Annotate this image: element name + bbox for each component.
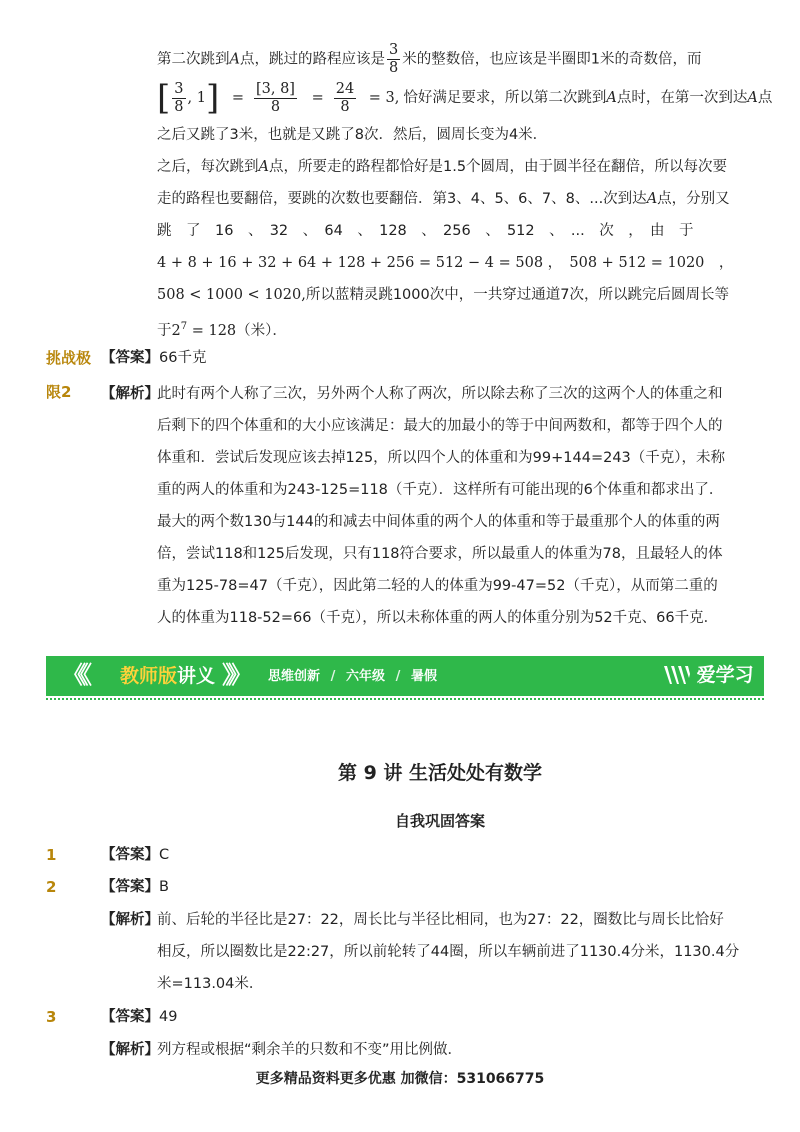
- math-text: 508 < 1000 < 1020,: [157, 287, 306, 303]
- text: 所以蓝精灵跳1000次中，一共穿过通道7次，所以跳完后圆周长等: [305, 287, 729, 303]
- challenge-answer: [101, 346, 206, 370]
- fraction: [334, 81, 356, 116]
- question-number: 1: [46, 846, 57, 864]
- analysis-body: [157, 378, 725, 634]
- fraction: [254, 81, 297, 116]
- analysis-label: 【解析】: [101, 386, 159, 402]
- book-logo-icon: [662, 662, 692, 688]
- solution-line-8: [157, 278, 729, 312]
- fraction-numerator: 3: [388, 42, 399, 58]
- question-number: 3: [46, 1008, 57, 1026]
- question-answer: [101, 1006, 177, 1028]
- point-label: A: [229, 51, 240, 68]
- text: 点时，在第一次到达: [616, 90, 748, 106]
- text: 走的路程也要翻倍，要跳的次数也要翻倍．第3、4、5、6、7、8、...次到达: [157, 191, 647, 207]
- analysis-line: 列方程或根据“剩余羊的只数和不变”用比例做．: [157, 1042, 463, 1058]
- challenge-tag-line2: 限2: [46, 383, 72, 401]
- math-exponent: 7: [180, 321, 188, 332]
- answer-label: 【答案】: [101, 350, 159, 366]
- analysis-line: 体重和．尝试后发现应该去掉125，所以四个人的体重和为99+144=243（千克），未称: [157, 450, 726, 466]
- text: 于: [157, 322, 172, 339]
- question-answer: [101, 876, 169, 898]
- fraction-denominator: 8: [174, 98, 184, 115]
- question-number: 2: [46, 878, 57, 896]
- banner-title: [120, 662, 215, 692]
- fraction-numerator: 24: [335, 80, 355, 97]
- answer-label: 【答案】: [101, 1009, 159, 1025]
- breadcrumb-separator: /: [395, 669, 401, 684]
- analysis-line: 最大的两个数130与144的和减去中间体重的两个人的体重和等于最重那个人的体重的两: [157, 514, 720, 530]
- analysis-line: 此时有两个人称了三次，另外两个人称了两次，所以除去称了三次的这两个人的体重之和: [157, 386, 723, 402]
- analysis-line: 后剩下的四个体重和的大小应该满足：最大的加最小的等于中间两数和，都等于四个人的: [157, 418, 723, 434]
- fraction-denominator: 8: [270, 98, 281, 115]
- text: 米的整数倍，也应该是半圈即1米的奇数倍，而: [402, 51, 702, 68]
- analysis-label: 【解析】: [101, 1042, 159, 1058]
- brand-logo: [662, 660, 754, 690]
- breadcrumb: [268, 666, 437, 687]
- solution-line-5: [157, 182, 730, 216]
- text: 点，跳过的路程应该是: [239, 51, 385, 68]
- question-answer: [101, 844, 169, 866]
- point-label: A: [747, 90, 758, 106]
- analysis-line: 倍，尝试118和125后发现，只有118符合要求，所以最重人的体重为78，且最轻人的体: [157, 546, 723, 562]
- breadcrumb-separator: /: [330, 669, 336, 684]
- solution-line-6: 跳 了 16 、 32 、 64 、 128 、 256 、 512 、 ... 次 ， 由 于: [157, 223, 694, 239]
- double-chevron-left-icon: 《《: [62, 661, 86, 689]
- text: 第二次跳到: [157, 51, 230, 68]
- answer-value: B: [159, 879, 169, 895]
- text: 点: [757, 90, 773, 106]
- math-text: = 128（米）．: [187, 322, 287, 339]
- challenge-tag-line1: 挑战极: [46, 349, 92, 367]
- analysis-line: 重的两人的体重和为243-125=118（千克）．这样所有可能出现的6个体重和都求出了．: [157, 482, 724, 498]
- fraction-denominator: 8: [340, 98, 350, 115]
- math-base: 2: [171, 322, 181, 339]
- analysis-line: 前、后轮的半径比是27：22，周长比与半径比相同，也为27：22，圈数比与周长比恰好: [157, 912, 724, 928]
- answer-value: 49: [159, 1009, 178, 1025]
- banner-left-chevrons: [62, 660, 86, 694]
- analysis-line: 米=113.04米．: [157, 976, 264, 992]
- answer-label: 【答案】: [101, 879, 159, 895]
- left-bracket: [: [157, 78, 171, 118]
- solution-line-2: [157, 78, 772, 118]
- banner-title-part: 讲义: [177, 665, 216, 687]
- breadcrumb-item: 六年级: [345, 669, 385, 684]
- equals-sign: =: [311, 90, 324, 106]
- answer-value: 66千克: [159, 350, 207, 366]
- text: 之后，每次跳到: [157, 159, 259, 175]
- point-label: A: [646, 191, 658, 207]
- answer-value: C: [159, 847, 170, 863]
- fraction-numerator: [3, 8]: [255, 80, 295, 97]
- challenge-analysis: [101, 378, 725, 634]
- fraction: [387, 42, 400, 77]
- solution-line-7: 4 + 8 + 16 + 32 + 64 + 128 + 256 = 512 − 4 = 508 ， 508 + 512 = 1020 ，: [157, 255, 734, 271]
- breadcrumb-item: 思维创新: [268, 669, 321, 684]
- banner-divider: [46, 698, 764, 700]
- logo-text: 爱学习: [696, 664, 754, 686]
- analysis-line: 人的体重为118-52=66（千克），所以未称体重的两人的体重分别为52千克、66千克．: [157, 610, 719, 626]
- fraction-numerator: 3: [174, 80, 184, 97]
- text: 点，分别又: [657, 191, 730, 207]
- analysis-line: 相反，所以圈数比是22:27，所以前轮转了44圈，所以车辆前进了1130.4分米，1130.4分: [157, 944, 740, 960]
- math-text: = 3,: [368, 90, 400, 106]
- analysis-line: 重为125-78=47（千克），因此第二轻的人的体重为99-47=52（千克），从而第二重的: [157, 578, 718, 594]
- banner-right-chevrons: [222, 660, 246, 694]
- solution-line-4: [157, 150, 727, 184]
- text: 恰好满足要求，所以第二次跳到: [403, 90, 607, 106]
- solution-line-9: [157, 310, 287, 348]
- point-label: A: [606, 90, 617, 106]
- fraction: [172, 81, 185, 116]
- analysis-label: 【解析】: [101, 912, 159, 928]
- breadcrumb-item: 暑假: [410, 669, 437, 684]
- lecture-title: 第 9 讲 生活处处有数学: [337, 762, 543, 784]
- double-chevron-right-icon: 》》: [222, 661, 246, 689]
- fraction-denominator: 8: [388, 60, 399, 76]
- equals-sign: =: [231, 90, 244, 106]
- question-analysis: [101, 1034, 462, 1066]
- analysis-body: [157, 1034, 462, 1066]
- footer-promo: 更多精品资料更多优惠 加微信：531066775: [255, 1071, 545, 1087]
- analysis-body: [157, 904, 739, 1000]
- solution-line-1: [157, 42, 701, 76]
- right-bracket: ]: [205, 78, 220, 118]
- lecture-subtitle: 自我巩固答案: [394, 812, 485, 830]
- question-analysis: [101, 904, 739, 1000]
- banner-title-part: 教师版: [120, 665, 178, 687]
- answer-label: 【答案】: [101, 847, 159, 863]
- point-label: A: [258, 159, 269, 175]
- text: 点，所要走的路程都恰好是1.5个圆周，由于圆半径在翻倍，所以每次要: [268, 159, 728, 175]
- solution-line-3: 之后又跳了3米，也就是又跳了8次．然后，圆周长变为4米．: [157, 127, 548, 143]
- math-text: , 1: [187, 90, 206, 106]
